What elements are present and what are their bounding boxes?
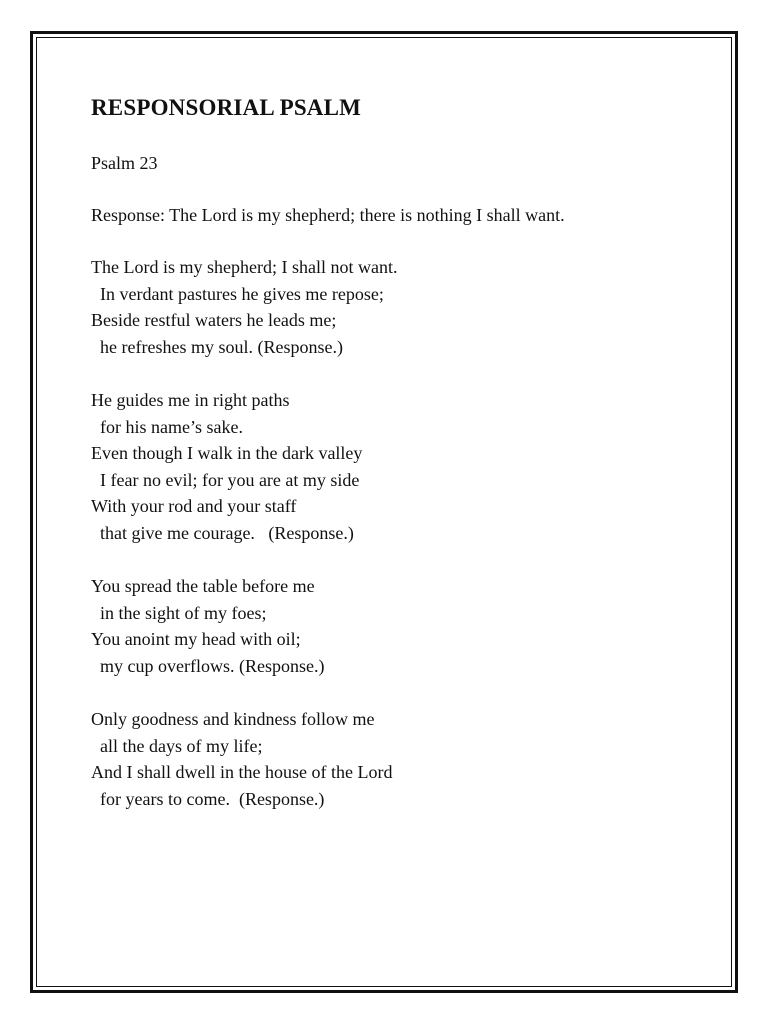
page-title: RESPONSORIAL PSALM <box>91 95 362 120</box>
verse-line: In verdant pastures he gives me repose; <box>100 283 384 304</box>
verse-line: I fear no evil; for you are at my side <box>100 469 360 490</box>
verse-line: all the days of my life; <box>100 735 263 756</box>
verse-line: And I shall dwell in the house of the Lord <box>91 762 393 782</box>
psalm-reference: Psalm 23 <box>91 153 158 173</box>
verse-line: he refreshes my soul. (Response.) <box>100 336 343 357</box>
verse-line: in the sight of my foes; <box>100 602 267 623</box>
verse-line: Even though I walk in the dark valley <box>91 443 363 463</box>
verse-line: Beside restful waters he leads me; <box>91 310 337 330</box>
stanza-2 <box>91 387 691 546</box>
stanza-4 <box>91 706 691 812</box>
verse-line: my cup overflows. (Response.) <box>100 655 325 676</box>
verse-line: that give me courage. (Response.) <box>100 522 354 543</box>
verse-line: You spread the table before me <box>91 576 315 596</box>
verse-line: The Lord is my shepherd; I shall not want. <box>91 257 398 277</box>
verse-line: for his name’s sake. <box>100 416 243 437</box>
verse-line: With your rod and your staff <box>91 496 297 516</box>
response-text: Response: The Lord is my shepherd; there is nothing I shall want. <box>91 205 565 225</box>
verse-line: Only goodness and kindness follow me <box>91 709 375 729</box>
stanza-3 <box>91 573 691 679</box>
verse-line: He guides me in right paths <box>91 390 290 410</box>
verse-line: for years to come. (Response.) <box>100 788 325 809</box>
stanza-1 <box>91 254 691 360</box>
verse-line: You anoint my head with oil; <box>91 629 301 649</box>
